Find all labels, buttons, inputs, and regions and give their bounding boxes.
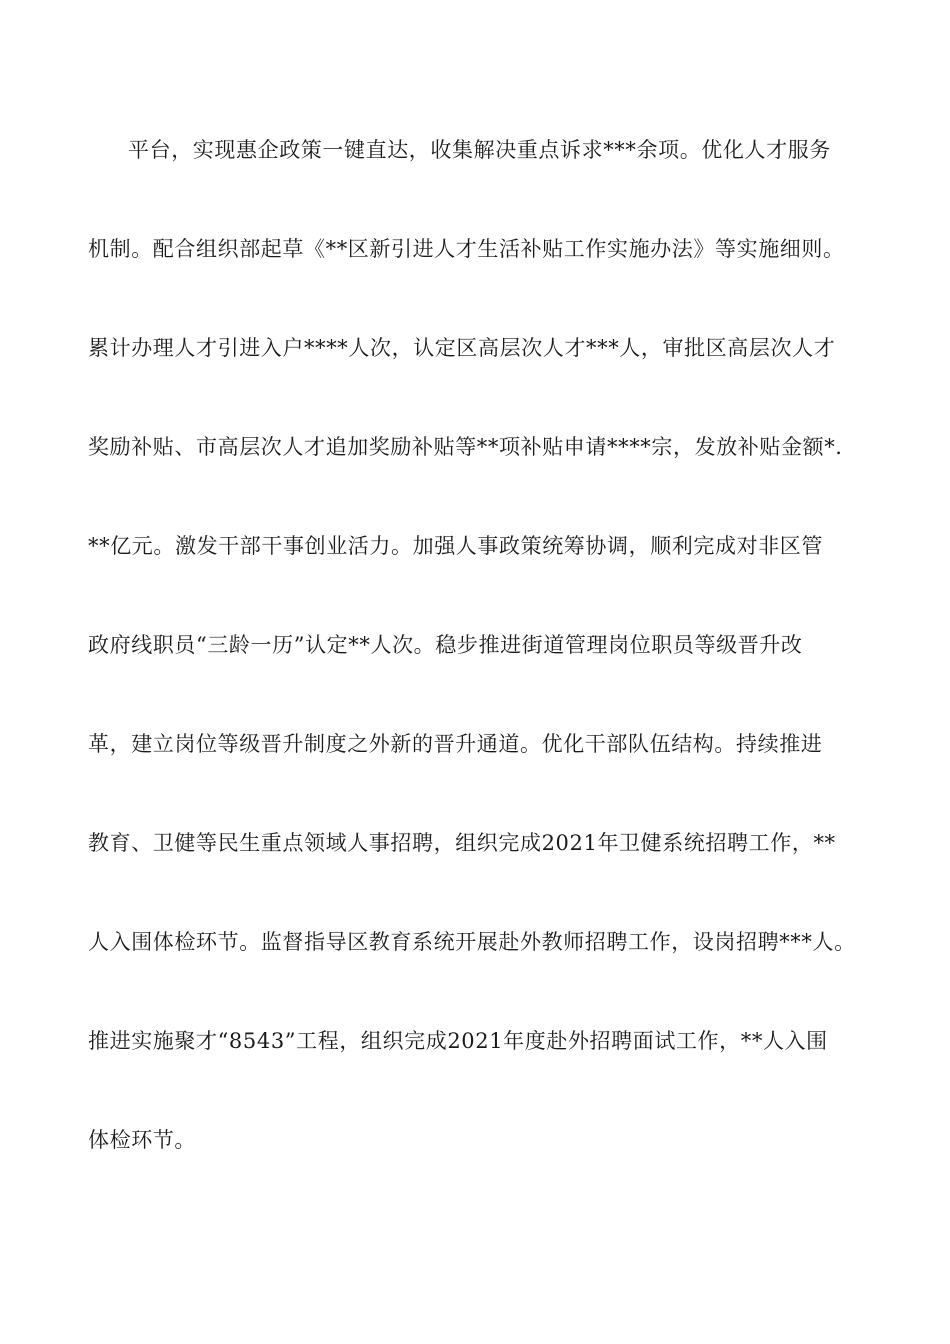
text-line: 推进实施聚才“8543”工程，组织完成2021年度赴外招聘面试工作，**人入围 [88, 1029, 828, 1053]
text-line: 累计办理人才引进入户****人次，认定区高层次人才***人，审批区高层次人才 [88, 336, 836, 360]
text-line: 奖励补贴、市高层次人才追加奖励补贴等**项补贴申请****宗，发放补贴金额*. [88, 435, 843, 459]
text-line: 体检环节。 [88, 1128, 196, 1152]
body-text [88, 134, 888, 1157]
text-line: 革，建立岗位等级晋升制度之外新的晋升通道。优化干部队伍结构。持续推进 [88, 732, 823, 756]
text-line: 人入围体检环节。监督指导区教育系统开展赴外教师招聘工作，设岗招聘***人。 [88, 930, 856, 954]
text-line: 平台，实现惠企政策一键直达，收集解决重点诉求***余项。优化人才服务 [128, 138, 831, 162]
text-line: 教育、卫健等民生重点领域人事招聘，组织完成2021年卫健系统招聘工作，** [88, 831, 836, 855]
text-line: 政府线职员“三龄一历”认定**人次。稳步推进街道管理岗位职员等级晋升改 [88, 633, 803, 657]
text-line: 机制。配合组织部起草《**区新引进人才生活补贴工作实施办法》等实施细则。 [88, 237, 845, 261]
text-line: **亿元。激发干部干事创业活力。加强人事政策统筹协调，顺利完成对非区管 [88, 534, 823, 558]
